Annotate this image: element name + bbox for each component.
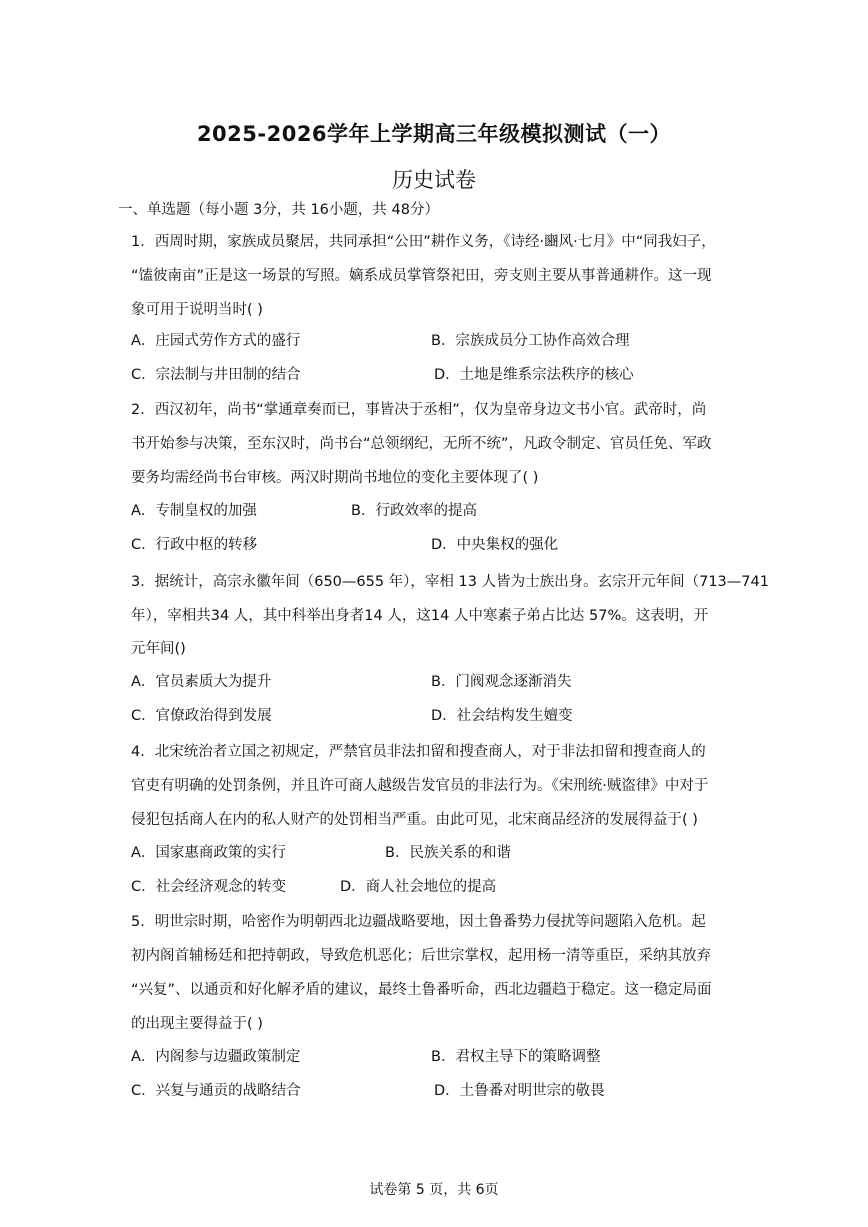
question-text-line: “兴复”、以通贡和好化解矛盾的建议，最终土鲁番听命，西北边疆趋于稳定。这一稳定局面 (131, 982, 712, 998)
option-d[interactable]: D．社会结构发生嬗变 (431, 708, 573, 724)
question-text-line: 元年间() (131, 641, 186, 657)
option-d[interactable]: D．中央集权的强化 (431, 537, 559, 553)
subject-title: 历史试卷 (392, 168, 476, 192)
question-text-line: 书开始参与决策，至东汉时，尚书台“总领纲纪，无所不统”，凡政令制定、官员任免、军政 (131, 436, 712, 452)
question-text-line: 2．西汉初年，尚书“掌通章奏而已，事皆决于丞相”，仅为皇帝身边文书小官。武帝时，尚 (131, 402, 707, 418)
question-text-line: 初内阁首辅杨廷和把持朝政，导致危机恶化；后世宗掌权，起用杨一清等重臣，采纳其放弃 (131, 948, 711, 964)
option-b[interactable]: B．民族关系的和谐 (385, 845, 511, 861)
exam-title: 2025-2026学年上学期高三年级模拟测试（一） (196, 122, 672, 146)
option-b[interactable]: B．行政效率的提高 (351, 503, 477, 519)
option-c[interactable]: C．官僚政治得到发展 (131, 708, 272, 724)
question-text-line: 1．西周时期，家族成员聚居，共同承担“公田”耕作义务，《诗经·豳风·七月》中“同我妇子， (131, 234, 716, 250)
option-c[interactable]: C．行政中枢的转移 (131, 537, 258, 553)
option-b[interactable]: B．门阀观念逐渐消失 (431, 674, 572, 690)
section-heading: 一、单选题（每小题 3分，共 16小题，共 48分） (118, 202, 439, 218)
option-d[interactable]: D．商人社会地位的提高 (340, 879, 497, 895)
option-a[interactable]: A．专制皇权的加强 (131, 503, 257, 519)
option-d[interactable]: D．土鲁番对明世宗的敬畏 (434, 1083, 605, 1099)
question-text-line: “馌彼南亩”正是这一场景的写照。嫡系成员掌管祭祀田，旁支则主要从事普通耕作。这一现 (131, 268, 712, 284)
option-a[interactable]: A．官员素质大为提升 (131, 674, 272, 690)
question-text-line: 年），宰相共34 人，其中科举出身者14 人，这14 人中寒素子弟占比达 57%。这表明，开 (131, 608, 709, 624)
option-a[interactable]: A．国家惠商政策的实行 (131, 845, 286, 861)
option-c[interactable]: C．社会经济观念的转变 (131, 879, 287, 895)
option-a[interactable]: A．庄园式劳作方式的盛行 (131, 333, 301, 349)
question-text-line: 3．据统计，高宗永徽年间（650—655 年），宰相 13 人皆为士族出身。玄宗开元年间（713—741 (131, 574, 769, 590)
question-text-line: 5．明世宗时期，哈密作为明朝西北边疆战略要地，因土鲁番势力侵扰等问题陷入危机。起 (131, 914, 706, 930)
option-d[interactable]: D．土地是维系宗法秩序的核心 (434, 367, 634, 383)
page-footer: 试卷第 5 页，共 6页 (369, 1182, 499, 1198)
option-a[interactable]: A．内阁参与边疆政策制定 (131, 1049, 301, 1065)
option-b[interactable]: B．宗族成员分工协作高效合理 (431, 333, 630, 349)
option-c[interactable]: C．宗法制与井田制的结合 (131, 367, 301, 383)
option-c[interactable]: C．兴复与通贡的战略结合 (131, 1083, 301, 1099)
question-text-line: 4．北宋统治者立国之初规定，严禁官员非法扣留和搜查商人，对于非法扣留和搜查商人的 (131, 744, 706, 760)
question-text-line: 侵犯包括商人在内的私人财产的处罚相当严重。由此可见，北宋商品经济的发展得益于( ) (131, 812, 698, 828)
question-text-line: 象可用于说明当时( ) (131, 302, 263, 318)
option-b[interactable]: B．君权主导下的策略调整 (431, 1049, 601, 1065)
question-text-line: 官吏有明确的处罚条例，并且许可商人越级告发官员的非法行为。《宋刑统·贼盗律》中对于 (131, 778, 709, 794)
question-text-line: 要务均需经尚书台审核。两汉时期尚书地位的变化主要体现了( ) (131, 470, 539, 486)
question-text-line: 的出现主要得益于( ) (131, 1016, 263, 1032)
